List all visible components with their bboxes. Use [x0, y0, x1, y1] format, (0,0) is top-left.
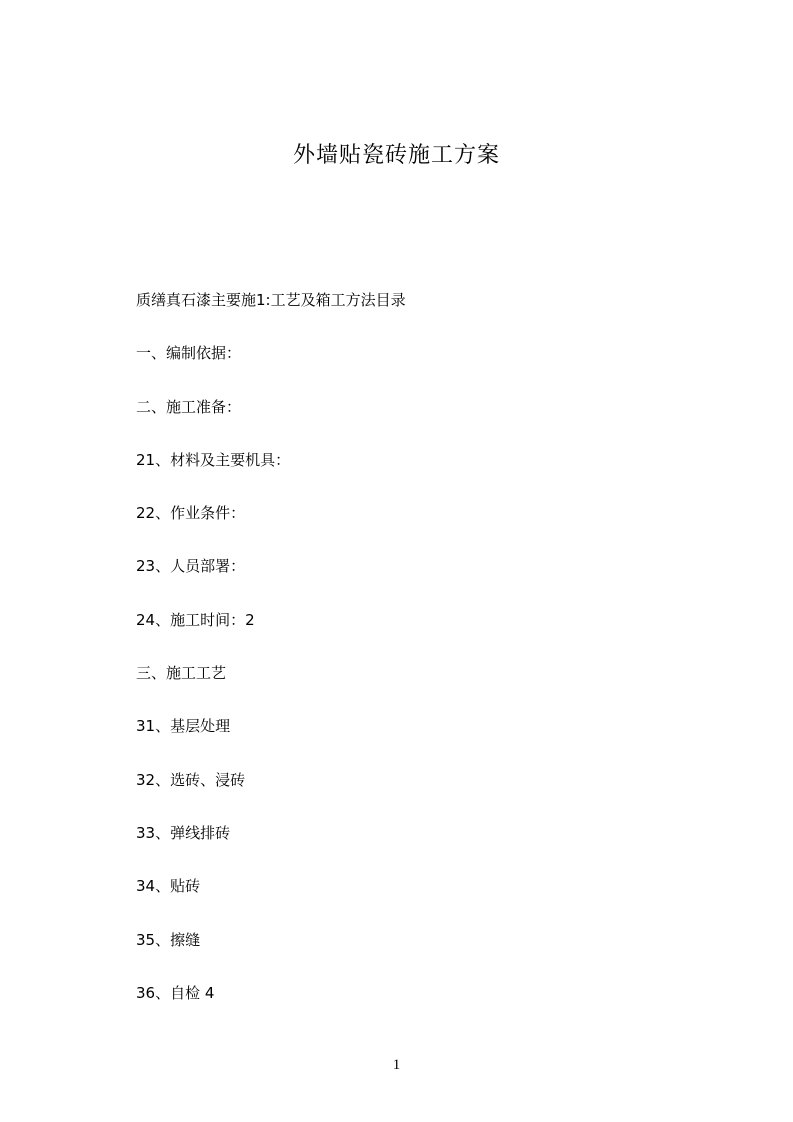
toc-item: 21、材料及主要机具：	[136, 450, 291, 469]
toc-item: 二、施工准备：	[136, 397, 242, 416]
document-title: 外墙贴瓷砖施工方案	[292, 143, 500, 168]
toc-item: 36、自检 4	[136, 983, 215, 1002]
toc-item: 23、人员部署：	[136, 557, 246, 576]
toc-item: 24、施工时间：2	[136, 610, 255, 629]
page-number: 1	[392, 1057, 401, 1073]
toc-item: 三、施工工艺	[136, 664, 227, 683]
toc-item: 22、作业条件：	[136, 504, 246, 523]
toc-item: 质缮真石漆主要施1:工艺及箱工方法目录	[136, 291, 406, 309]
toc-item: 35、擦缝	[136, 930, 201, 949]
toc-item: 34、贴砖	[136, 877, 201, 896]
toc-item: 一、编制依据：	[136, 344, 242, 363]
toc-item: 32、选砖、浸砖	[136, 770, 246, 789]
toc-item: 31、基层处理	[136, 717, 231, 736]
toc-item: 33、弹线排砖	[136, 823, 231, 842]
table-of-contents	[136, 288, 406, 1034]
